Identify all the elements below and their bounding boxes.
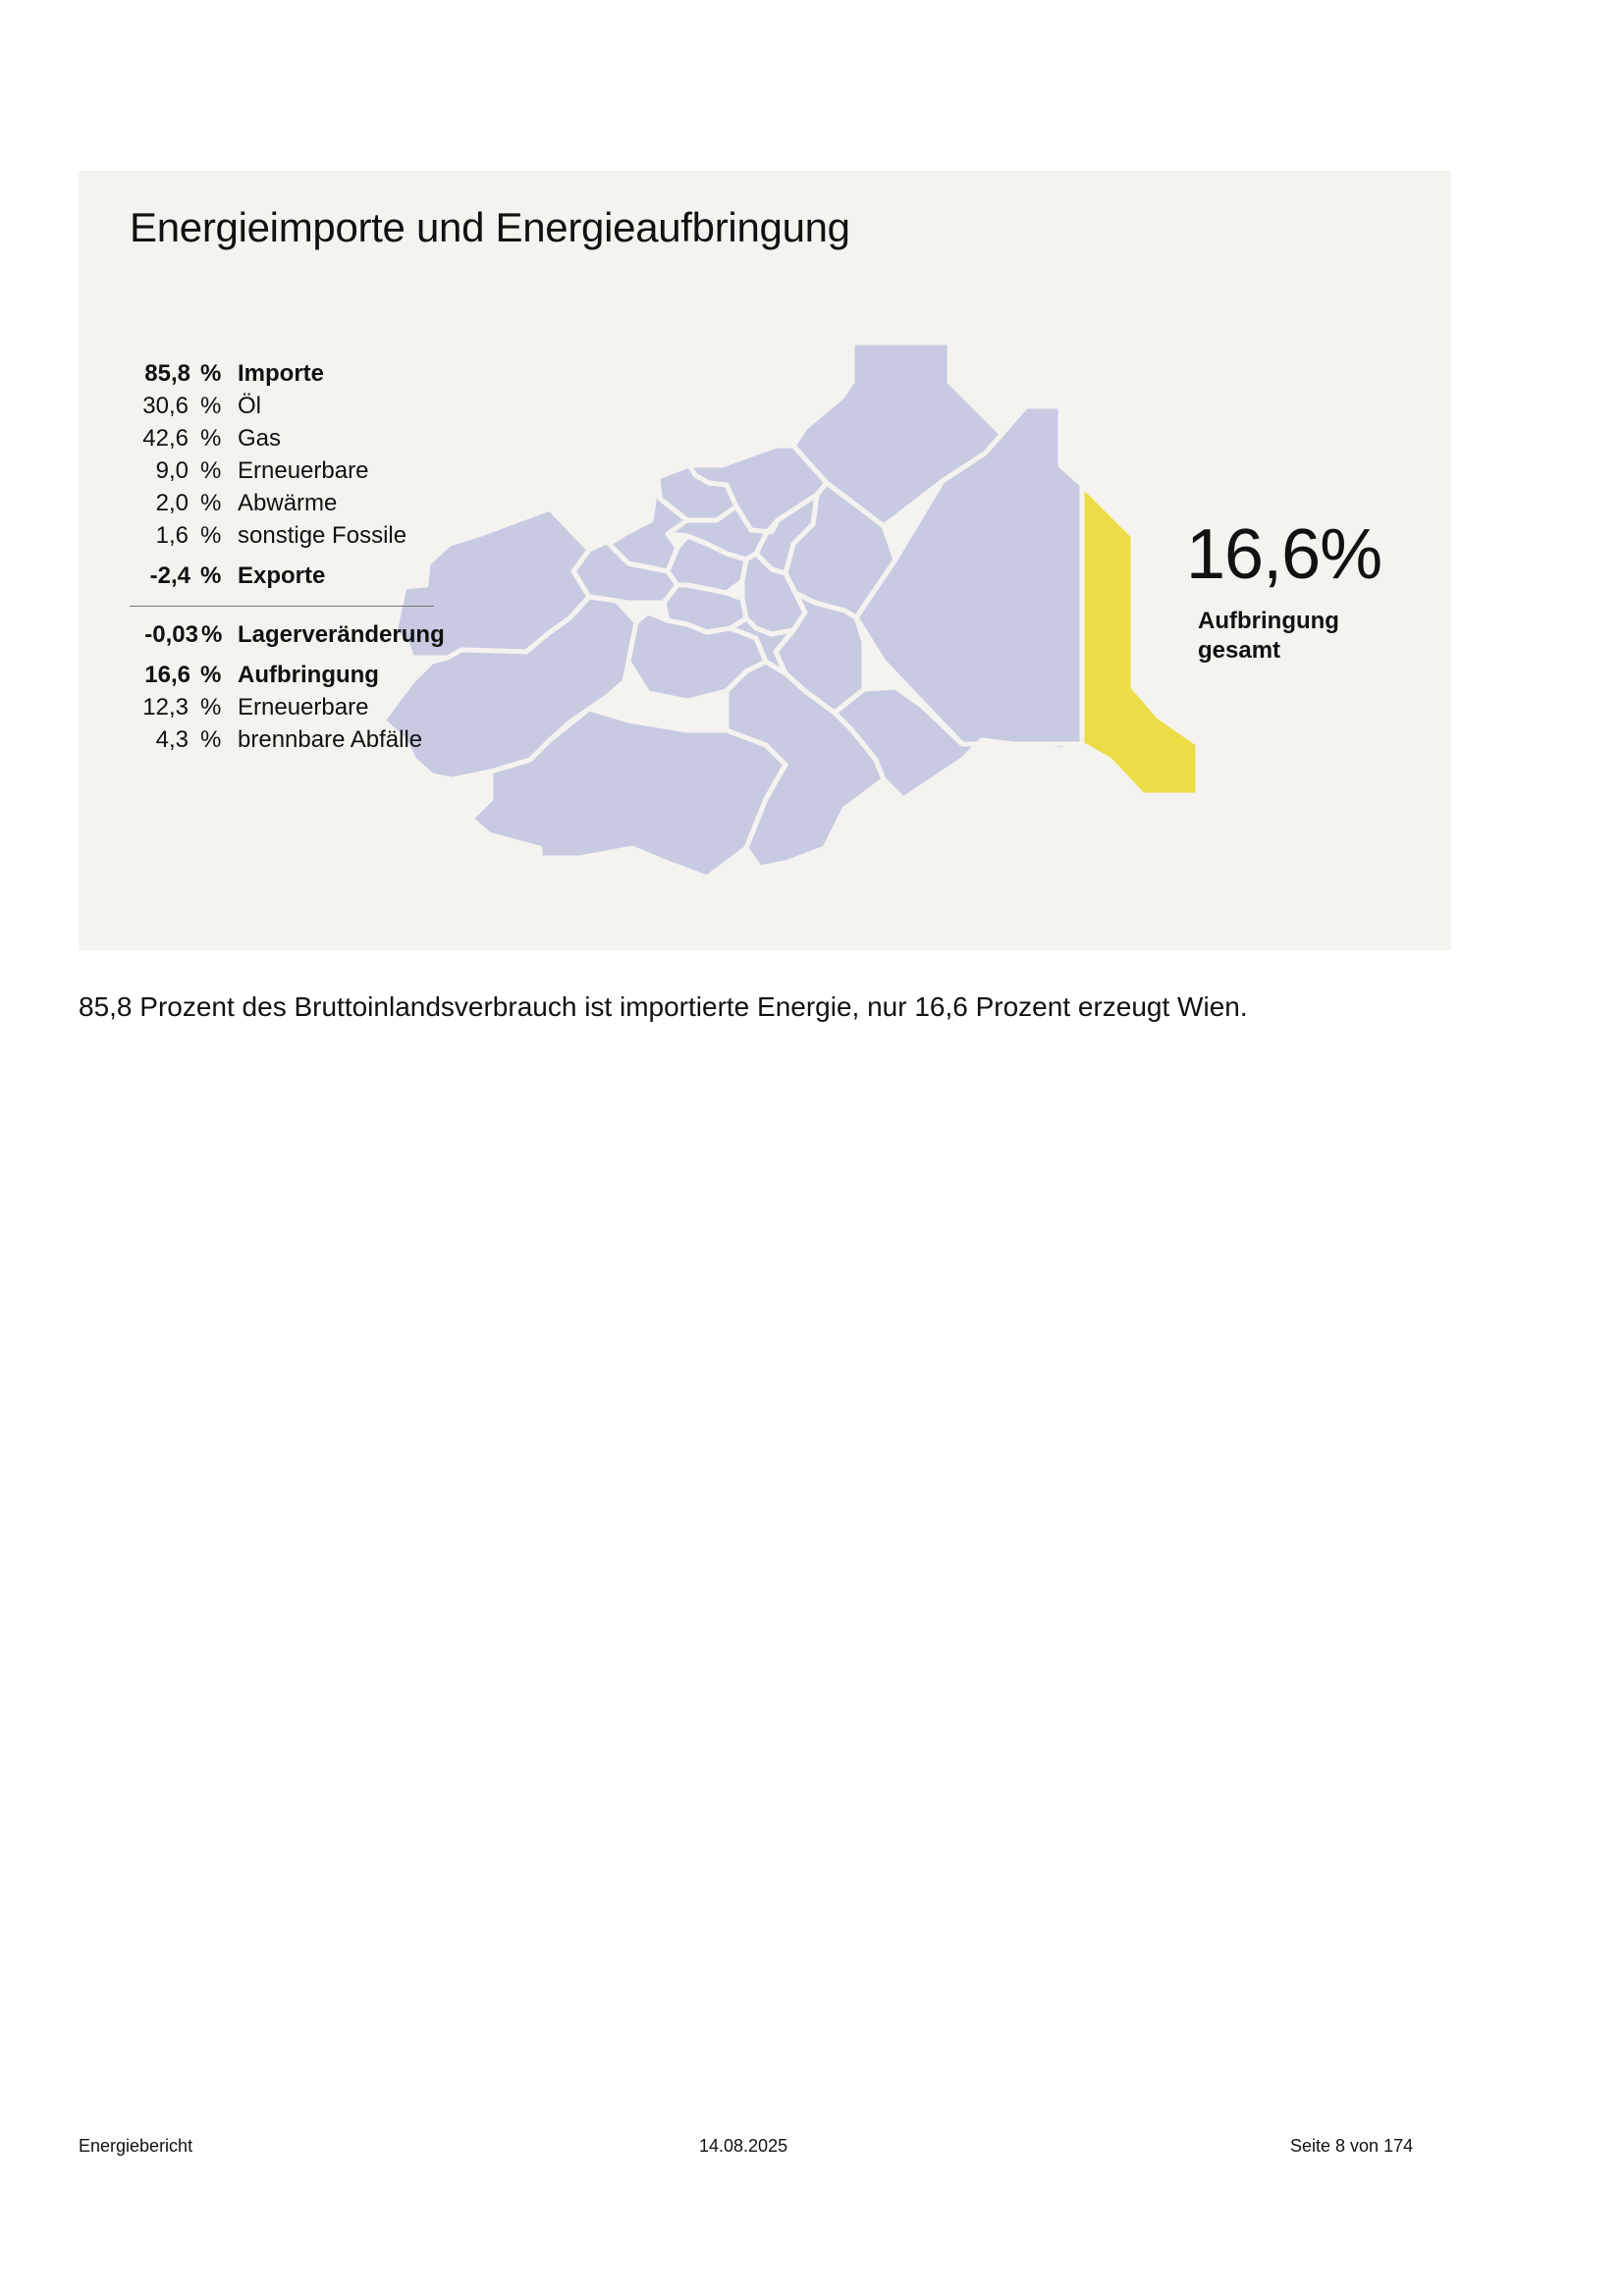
stat-label: Gas	[238, 425, 282, 452]
stat-row-sonstige-fossile	[130, 519, 444, 552]
stat-row-erneuerbare-import	[130, 454, 444, 487]
stat-unit: %	[200, 490, 222, 516]
stat-label: Aufbringung	[238, 662, 379, 688]
stat-row-brennbare-abfaelle	[130, 723, 444, 756]
footer-page-number: Seite 8 von 174	[1290, 2136, 1414, 2156]
stat-value: 12,3	[142, 694, 189, 721]
stat-value: 4,3	[155, 726, 189, 753]
stat-unit: %	[200, 662, 222, 688]
stats-divider	[130, 606, 434, 607]
stat-row-exporte	[130, 560, 444, 592]
stat-value: 16,6	[144, 662, 190, 688]
footer-date: 14.08.2025	[699, 2136, 788, 2156]
stat-label: Importe	[238, 360, 325, 387]
infographic-panel	[79, 171, 1451, 950]
stat-row-erneuerbare-aufbringung	[130, 691, 444, 723]
stat-row-gas	[130, 422, 444, 454]
vienna-districts	[383, 343, 1082, 878]
stat-unit: %	[200, 562, 222, 589]
stat-value: -0,03	[144, 621, 198, 648]
stat-value: 42,6	[142, 425, 189, 452]
stat-value: 2,0	[155, 490, 189, 516]
stat-unit: %	[200, 726, 222, 753]
stat-unit: %	[200, 393, 222, 419]
stat-label: Erneuerbare	[238, 694, 369, 721]
stat-unit: %	[200, 425, 222, 452]
stat-label: Exporte	[238, 562, 326, 589]
highlight-value: 16,6%	[1186, 515, 1382, 594]
footer-document-title: Energiebericht	[79, 2136, 193, 2156]
stat-label: Öl	[238, 393, 261, 419]
stat-row-abwaerme	[130, 487, 444, 519]
stat-row-lagerveraenderung	[130, 618, 444, 651]
panel-title: Energieimporte und Energieaufbringung	[130, 204, 850, 250]
figure-caption: 85,8 Prozent des Bruttoinlandsverbrauch ist importierte Energie, nur 16,6 Prozent erzeugt Wien.	[79, 991, 1248, 1022]
stat-row-oel	[130, 390, 444, 422]
highlight-label-line2: gesamt	[1198, 637, 1281, 664]
highlight-label-line1: Aufbringung	[1198, 608, 1339, 634]
stat-unit: %	[200, 457, 222, 484]
stat-row-aufbringung	[130, 659, 444, 691]
stat-label: brennbare Abfälle	[238, 726, 423, 753]
stat-label: sonstige Fossile	[238, 522, 407, 549]
stat-label: Abwärme	[238, 490, 338, 516]
stat-value: -2,4	[149, 562, 190, 589]
stat-unit: %	[201, 621, 223, 648]
stat-row-importe	[130, 357, 444, 390]
stat-unit: %	[200, 360, 222, 387]
stat-value: 9,0	[155, 457, 189, 484]
stat-value: 85,8	[144, 360, 190, 387]
district-22-highlight	[1082, 485, 1198, 795]
highlight-label	[1198, 607, 1394, 666]
stat-unit: %	[200, 522, 222, 549]
stat-label: Lagerveränderung	[238, 621, 445, 648]
stat-value: 30,6	[142, 393, 189, 419]
stat-unit: %	[200, 694, 222, 721]
stat-label: Erneuerbare	[238, 457, 369, 484]
stat-value: 1,6	[155, 522, 189, 549]
energy-stats-list	[130, 357, 444, 756]
